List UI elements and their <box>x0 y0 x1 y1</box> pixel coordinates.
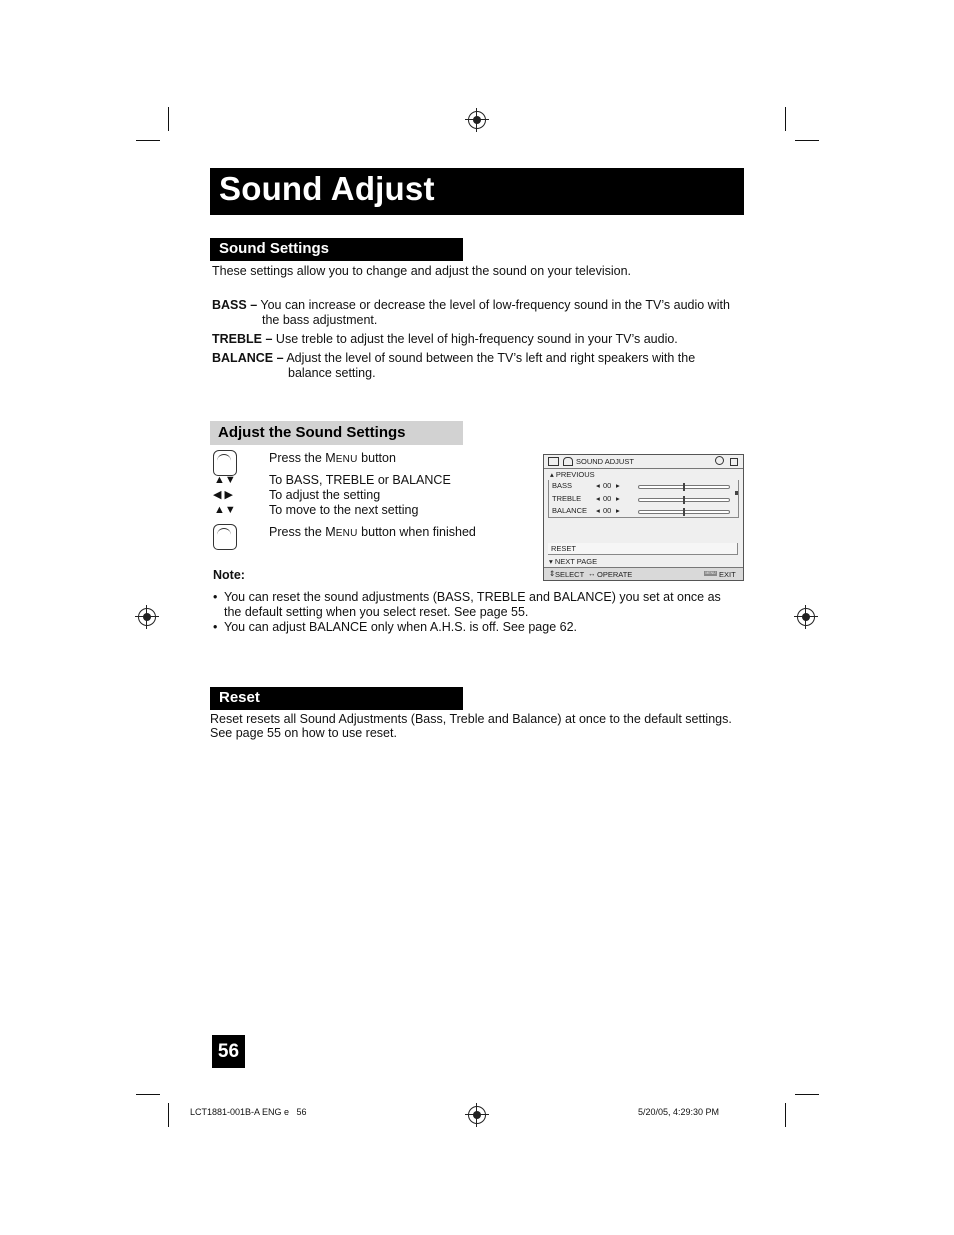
treble-term: TREBLE – <box>212 332 273 346</box>
osd-updown-icon: ⇕ <box>549 569 556 578</box>
up-down-arrow-icon: ▲▼ <box>214 504 236 516</box>
osd-row-bass[interactable] <box>550 481 738 493</box>
osd-row-treble[interactable] <box>550 494 738 506</box>
up-down-arrow-icon: ▲▼ <box>214 474 236 486</box>
crop-mark <box>168 107 169 131</box>
osd-left-arrow-icon: ◂ <box>596 481 600 490</box>
page-number: 56 <box>212 1035 245 1068</box>
reset-text-cont: See page 55 on how to use reset. <box>210 726 397 740</box>
small-caps-text: ENU <box>335 454 358 465</box>
section-heading-sound-settings <box>210 238 463 261</box>
clock-icon <box>715 456 724 465</box>
footer-timestamp: 5/20/05, 4:29:30 PM <box>638 1107 720 1117</box>
osd-left-arrow-icon: ◂ <box>596 494 600 503</box>
osd-header <box>544 455 743 469</box>
section-heading-reset <box>210 687 463 710</box>
registration-mark-icon <box>138 608 156 626</box>
crop-mark <box>785 107 786 131</box>
crop-mark <box>168 1103 169 1127</box>
step-text: Press the M <box>269 525 336 539</box>
reset-text: Reset resets all Sound Adjustments (Bass, Treble and Balance) at once to the default settings. <box>210 712 732 726</box>
step-text: button when finished <box>357 525 476 539</box>
crop-mark <box>136 1094 160 1095</box>
note-text-1: You can reset the sound adjustments (BASS, TREBLE and BALANCE) you set at once as <box>224 590 721 604</box>
osd-footer <box>544 567 743 580</box>
osd-scroll-marker <box>735 491 738 495</box>
osd-select-label: SELECT <box>555 570 585 579</box>
bass-term: BASS – <box>212 298 258 312</box>
footer-doc-id: LCT1881-001B-A ENG e 56 <box>190 1107 307 1117</box>
osd-slider-thumb[interactable] <box>683 508 685 516</box>
osd-previous-label: PREVIOUS <box>555 470 595 479</box>
osd-row-value: 00 <box>603 506 612 515</box>
step-select: To BASS, TREBLE or BALANCE <box>269 473 451 487</box>
crop-mark <box>136 140 160 141</box>
speaker-icon <box>563 457 573 466</box>
osd-left-arrow-icon: ◂ <box>596 506 600 515</box>
balance-term: BALANCE – <box>212 351 284 365</box>
osd-slider-thumb[interactable] <box>683 483 685 491</box>
step-press-menu <box>269 451 396 467</box>
section-heading-label: Adjust the Sound Settings <box>218 424 406 441</box>
osd-exit-label: EXIT <box>719 570 736 579</box>
left-right-arrow-icon: ◀ ▶ <box>213 489 233 501</box>
crop-mark <box>795 140 819 141</box>
bass-text: You can increase or decrease the level of low-frequency sound in the TV’s audio with <box>260 298 730 312</box>
section-heading-label: Reset <box>219 689 260 706</box>
registration-mark-icon <box>468 111 486 129</box>
osd-next-page[interactable]: ▾ NEXT PAGE <box>549 557 598 566</box>
section-heading-label: Sound Settings <box>219 240 329 257</box>
osd-reset-label: RESET <box>551 544 577 553</box>
osd-row-value: 00 <box>603 494 612 503</box>
note-text-1-cont: the default setting when you select reset. See page 55. <box>224 605 529 619</box>
registration-mark-icon <box>797 608 815 626</box>
osd-row-label: BASS <box>552 481 573 490</box>
crop-mark <box>795 1094 819 1095</box>
page-title-bar <box>210 168 744 215</box>
osd-row-value: 00 <box>603 481 612 490</box>
bass-text-cont: the bass adjustment. <box>262 313 378 327</box>
osd-reset-item[interactable] <box>548 543 738 555</box>
osd-leftright-icon: ↔ <box>588 569 596 578</box>
step-text: button <box>357 451 396 465</box>
menu-button-icon <box>213 524 237 550</box>
balance-text: Adjust the level of sound between the TV’s left and right speakers with the <box>286 351 696 365</box>
step-finish <box>269 525 476 541</box>
note-bullet-2: • <box>213 620 218 634</box>
bass-definition <box>212 298 752 313</box>
treble-definition <box>212 332 752 347</box>
osd-row-label: BALANCE <box>552 506 588 515</box>
note-bullet-1: • <box>213 590 218 604</box>
step-adjust: To adjust the setting <box>269 488 381 502</box>
step-next: To move to the next setting <box>269 503 419 517</box>
balance-text-cont: balance setting. <box>288 366 376 380</box>
osd-slider-thumb[interactable] <box>683 496 685 504</box>
osd-right-arrow-icon: ▸ <box>616 506 620 515</box>
section-heading-adjust <box>210 421 463 445</box>
note-text-2: You can adjust BALANCE only when A.H.S. is off. See page 62. <box>224 620 578 634</box>
treble-text: Use treble to adjust the level of high-frequency sound in your TV’s audio. <box>275 332 678 346</box>
osd-title: SOUND ADJUST <box>576 457 634 466</box>
osd-slider-track[interactable] <box>638 485 730 489</box>
small-caps-text: ENU <box>335 528 358 539</box>
osd-menu-key-icon: MENU <box>705 571 716 575</box>
osd-slider-track[interactable] <box>638 498 730 502</box>
balance-definition <box>212 351 752 366</box>
page-title: Sound Adjust <box>219 170 435 207</box>
osd-right-arrow-icon: ▸ <box>616 494 620 503</box>
lock-icon <box>730 458 738 466</box>
osd-row-balance[interactable] <box>550 506 738 518</box>
osd-next-page-label: NEXT PAGE <box>554 557 598 566</box>
note-label: Note: <box>213 568 245 582</box>
osd-slider-track[interactable] <box>638 510 730 514</box>
osd-row-label: TREBLE <box>552 494 582 503</box>
step-text: Press the M <box>269 451 336 465</box>
intro-text: These settings allow you to change and adjust the sound on your television. <box>212 264 632 278</box>
sound-adjust-screen <box>543 454 744 581</box>
osd-right-arrow-icon: ▸ <box>616 481 620 490</box>
registration-mark-icon <box>468 1106 486 1124</box>
crop-mark <box>785 1103 786 1127</box>
tv-icon <box>548 457 559 466</box>
osd-previous[interactable]: ▴ PREVIOUS <box>550 470 595 479</box>
osd-operate-label: OPERATE <box>597 570 633 579</box>
